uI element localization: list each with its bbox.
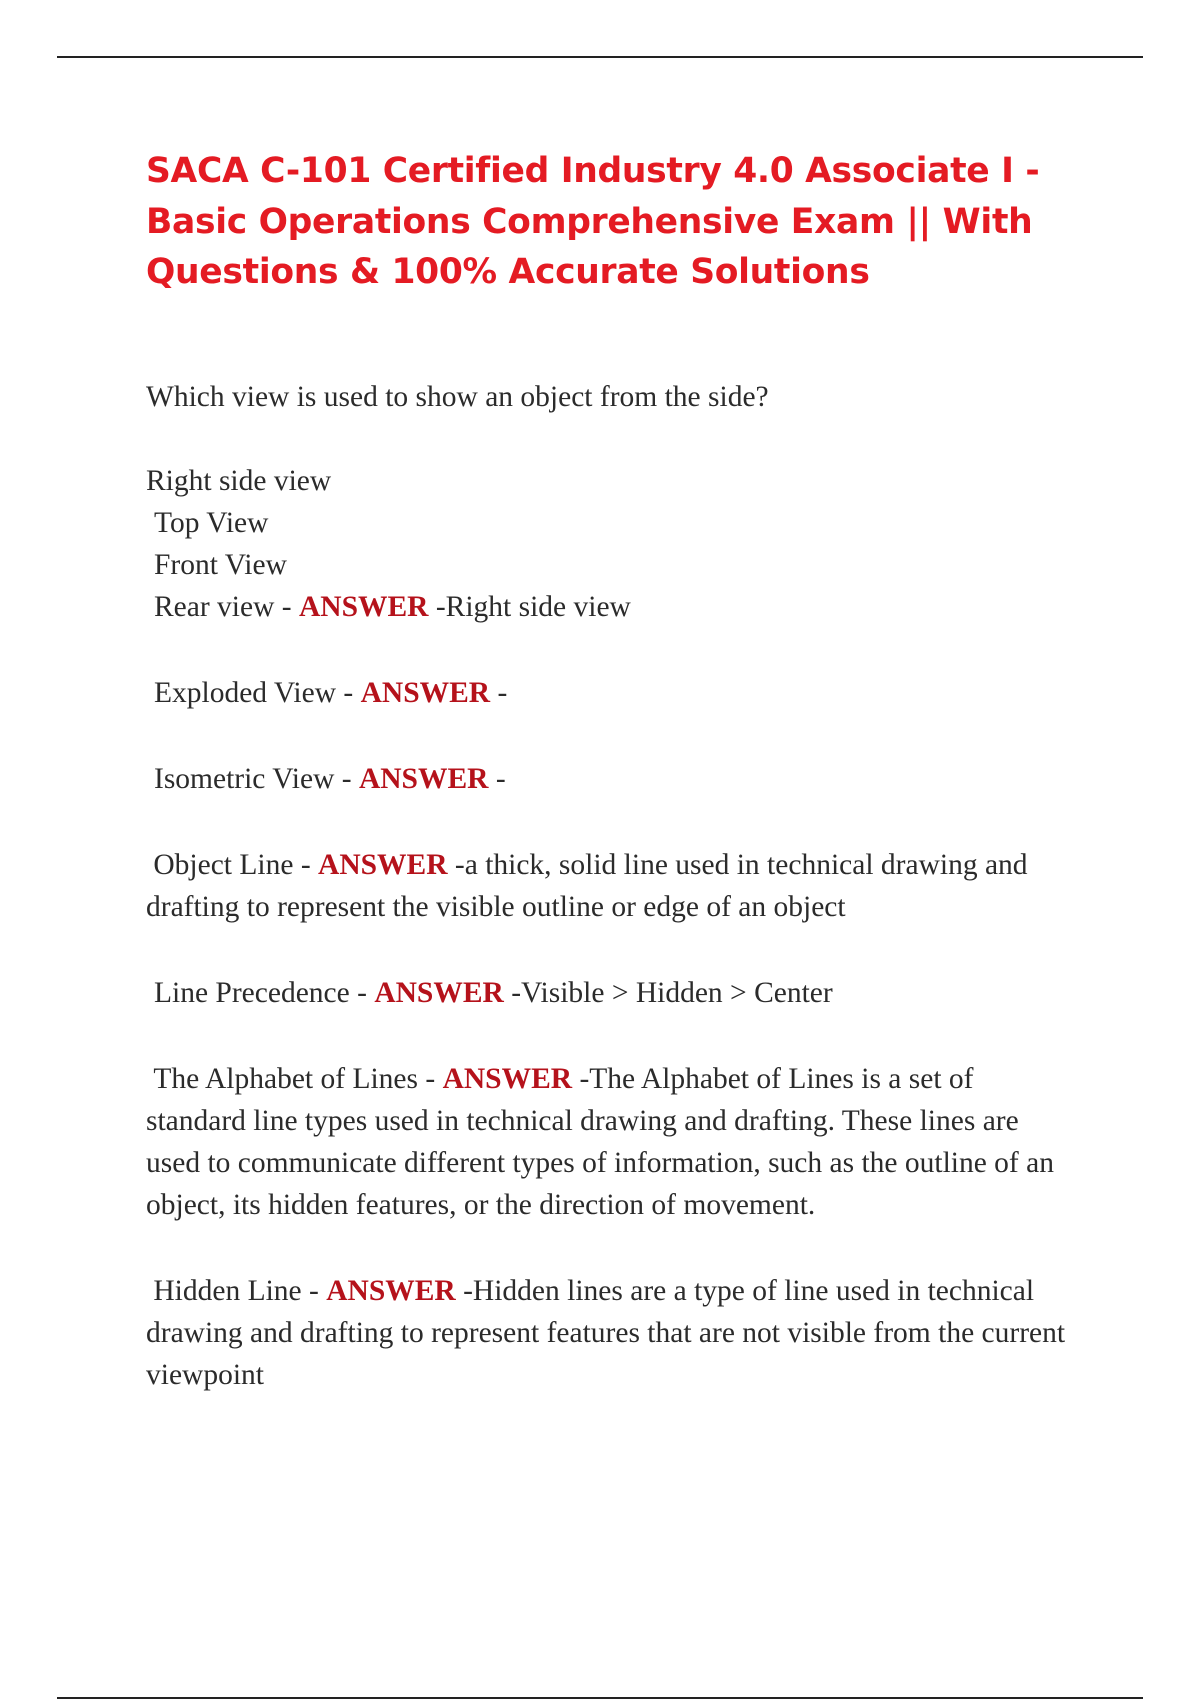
document-body [146,376,1076,1396]
answer-text: - [495,763,506,795]
answer-label: ANSWER [326,1275,456,1307]
answer-label: ANSWER [442,1063,573,1095]
qa-line-precedence [146,972,1076,1014]
answer-label: ANSWER [318,849,448,881]
option-front: Front View [154,549,287,581]
answer-text: -Hidden lines are a type of line used in technical drawing and drafting to represent features that are not visible from the current viewpoint [146,1275,1066,1391]
term: Hidden Line - [153,1275,319,1307]
term: The Alphabet of Lines - [153,1063,436,1095]
option-right-side: Right side view [146,465,332,497]
term: Exploded View - [154,677,354,709]
qa-object-line [146,844,1076,928]
answer-label: ANSWER [358,763,489,795]
document-title: SACA C-101 Certified Industry 4.0 Associate I - Basic Operations Comprehensive Exam || With Questions & 100% Accurate Solutions [146,151,1040,292]
option-top: Top View [154,507,269,539]
option-rear-answer [146,586,1076,628]
answer-label: ANSWER [360,677,491,709]
answer-text: -a thick, solid line used in technical drawing and drafting to represent the visible outline or edge of an object [146,849,1028,923]
qa-hidden-line [146,1270,1076,1396]
term: Object Line - [153,849,311,881]
answer-label: ANSWER [298,591,429,623]
term: Line Precedence - [154,977,367,1009]
answer-text: - [497,677,508,709]
qa-alphabet-of-lines [146,1058,1076,1226]
qa-isometric-view [146,758,1076,800]
answer-text: -The Alphabet of Lines is a set of standard line types used in technical drawing and drafting. These lines are used to communicate different types of information, such as the outline of an object, its hidden features, or the direction of movement. [146,1063,1054,1221]
header-rule [57,56,1143,58]
answer-text: -Right side view [435,591,631,623]
question-prompt: Which view is used to show an object from the side? [146,381,769,413]
footer-rule [57,1697,1143,1699]
term: Isometric View - [154,763,352,795]
answer-label: ANSWER [374,977,504,1009]
qa-exploded-view [146,672,1076,714]
answer-text: -Visible > Hidden > Center [511,977,833,1009]
option-rear: Rear view - [154,591,292,623]
